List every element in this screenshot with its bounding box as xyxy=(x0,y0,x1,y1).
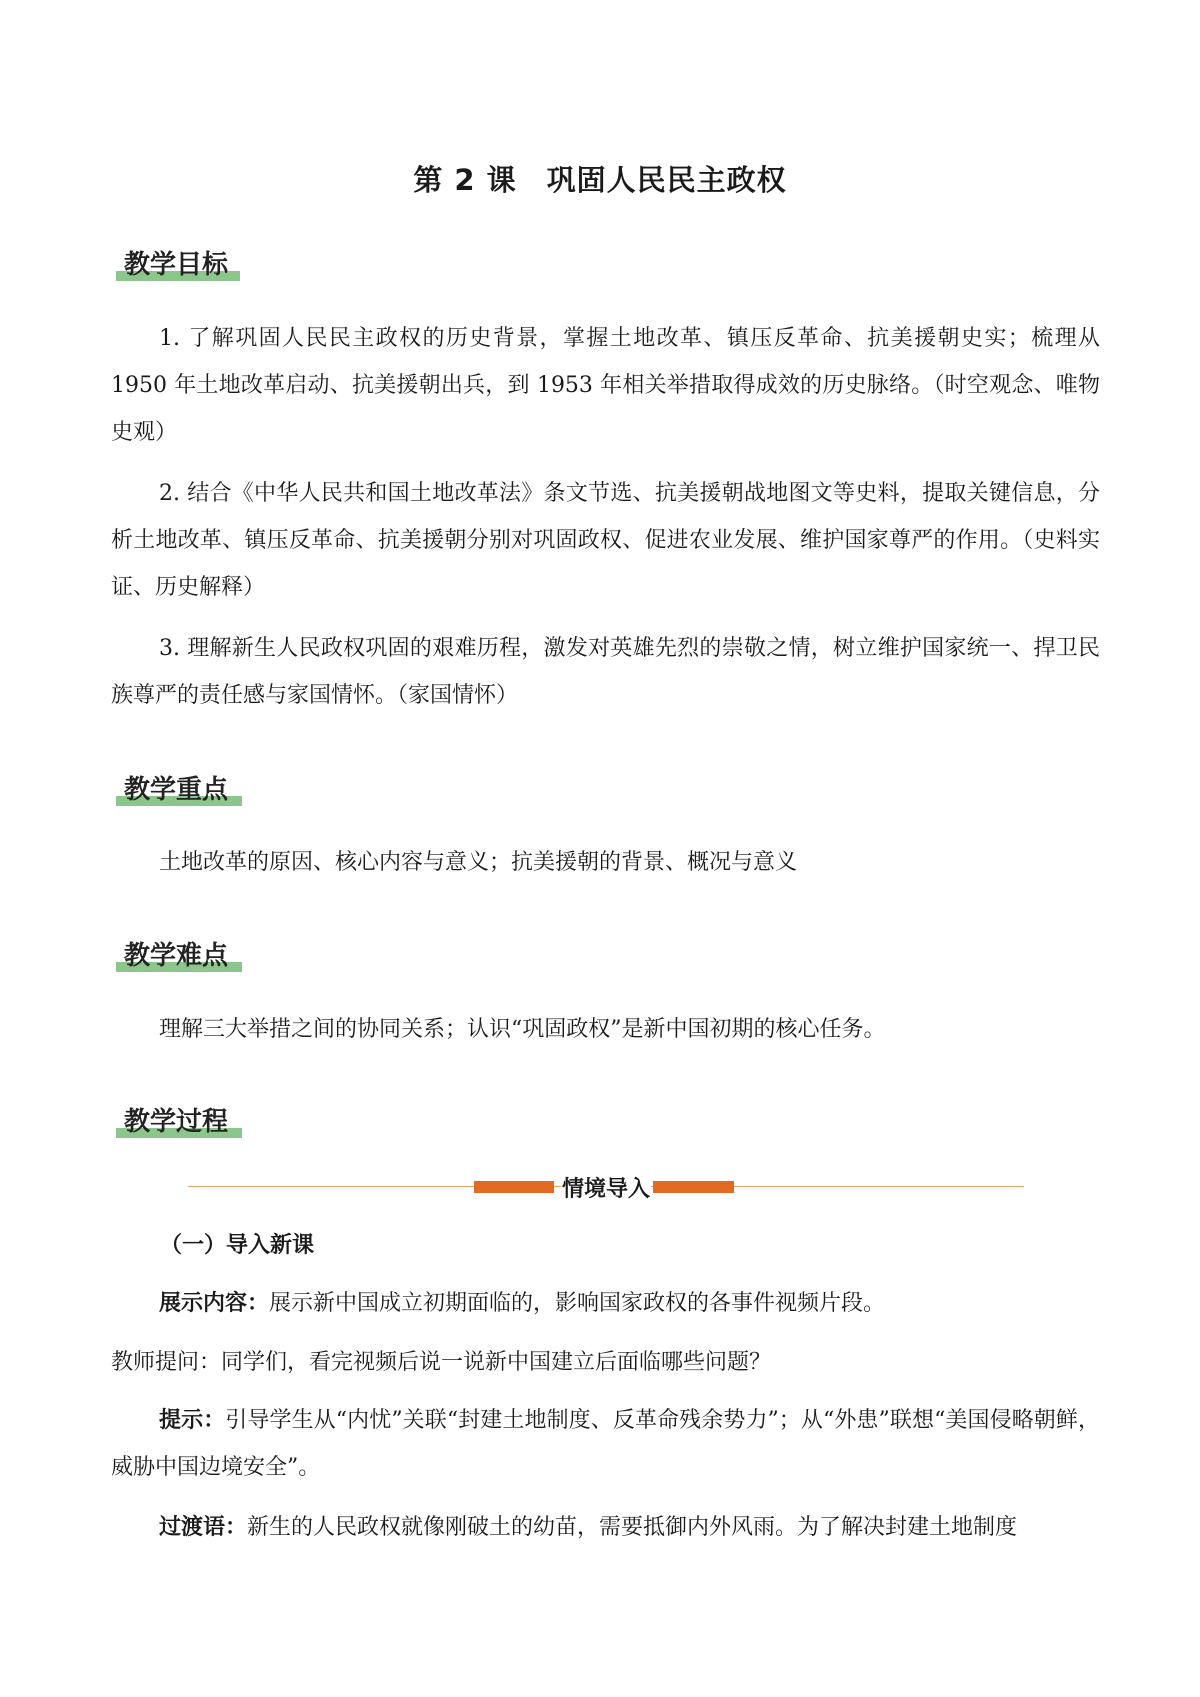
show-label: 展示内容： xyxy=(159,1291,270,1316)
objective-3: 3. 理解新生人民政权巩固的艰难历程，激发对英雄先烈的崇敬之情，树立维护国家统一、捍卫民族尊严的责任感与家国情怀。（家国情怀） xyxy=(111,636,1100,708)
subheading: （一）导入新课 xyxy=(160,1233,315,1258)
hint-text: 引导学生从“内忧”关联“封建土地制度、反革命残余势力”；从“外患”联想“美国侵略朝鲜，威胁中国边境安全”。 xyxy=(111,1408,1100,1480)
show-text: 展示新中国成立初期面临的，影响国家政权的各事件视频片段。 xyxy=(269,1291,886,1316)
transition xyxy=(111,1504,1100,1551)
hint xyxy=(111,1397,1100,1491)
section-label: 教学目标 xyxy=(124,250,229,280)
divider-label: 情境导入 xyxy=(561,1177,650,1202)
transition-label: 过渡语： xyxy=(159,1515,248,1540)
section-divider xyxy=(188,1172,1024,1202)
section-label: 教学重点 xyxy=(124,775,229,805)
lesson-title: 第 2 课 巩固人民民主政权 xyxy=(413,163,787,197)
objective-1: 1. 了解巩固人民民主政权的历史背景，掌握土地改革、镇压反革命、抗美援朝史实；梳理从 1950 年土地改革启动、抗美援朝出兵，到 1953 年相关举措取得成效的历史脉络。（时空观念、唯物史观） xyxy=(111,326,1100,445)
objective-2: 2. 结合《中华人民共和国土地改革法》条文节选、抗美援朝战地图文等史料，提取关键信息，分析土地改革、镇压反革命、抗美援朝分别对巩固政权、促进农业发展、维护国家尊严的作用。（史料实证、历史解释） xyxy=(111,481,1100,600)
transition-text: 新生的人民政权就像刚破土的幼苗，需要抵御内外风雨。为了解决封建土地制度 xyxy=(247,1515,1018,1540)
hint-label: 提示： xyxy=(159,1408,226,1433)
section-label: 教学过程 xyxy=(124,1107,229,1137)
show-content xyxy=(111,1280,1100,1327)
teacher-question: 教师提问：同学们，看完视频后说一说新中国建立后面临哪些问题？ xyxy=(111,1350,772,1375)
key-points-text: 土地改革的原因、核心内容与意义；抗美援朝的背景、概况与意义 xyxy=(159,850,798,875)
difficulties-text: 理解三大举措之间的协同关系；认识“巩固政权”是新中国初期的核心任务。 xyxy=(159,1017,886,1042)
section-label: 教学难点 xyxy=(124,941,229,971)
